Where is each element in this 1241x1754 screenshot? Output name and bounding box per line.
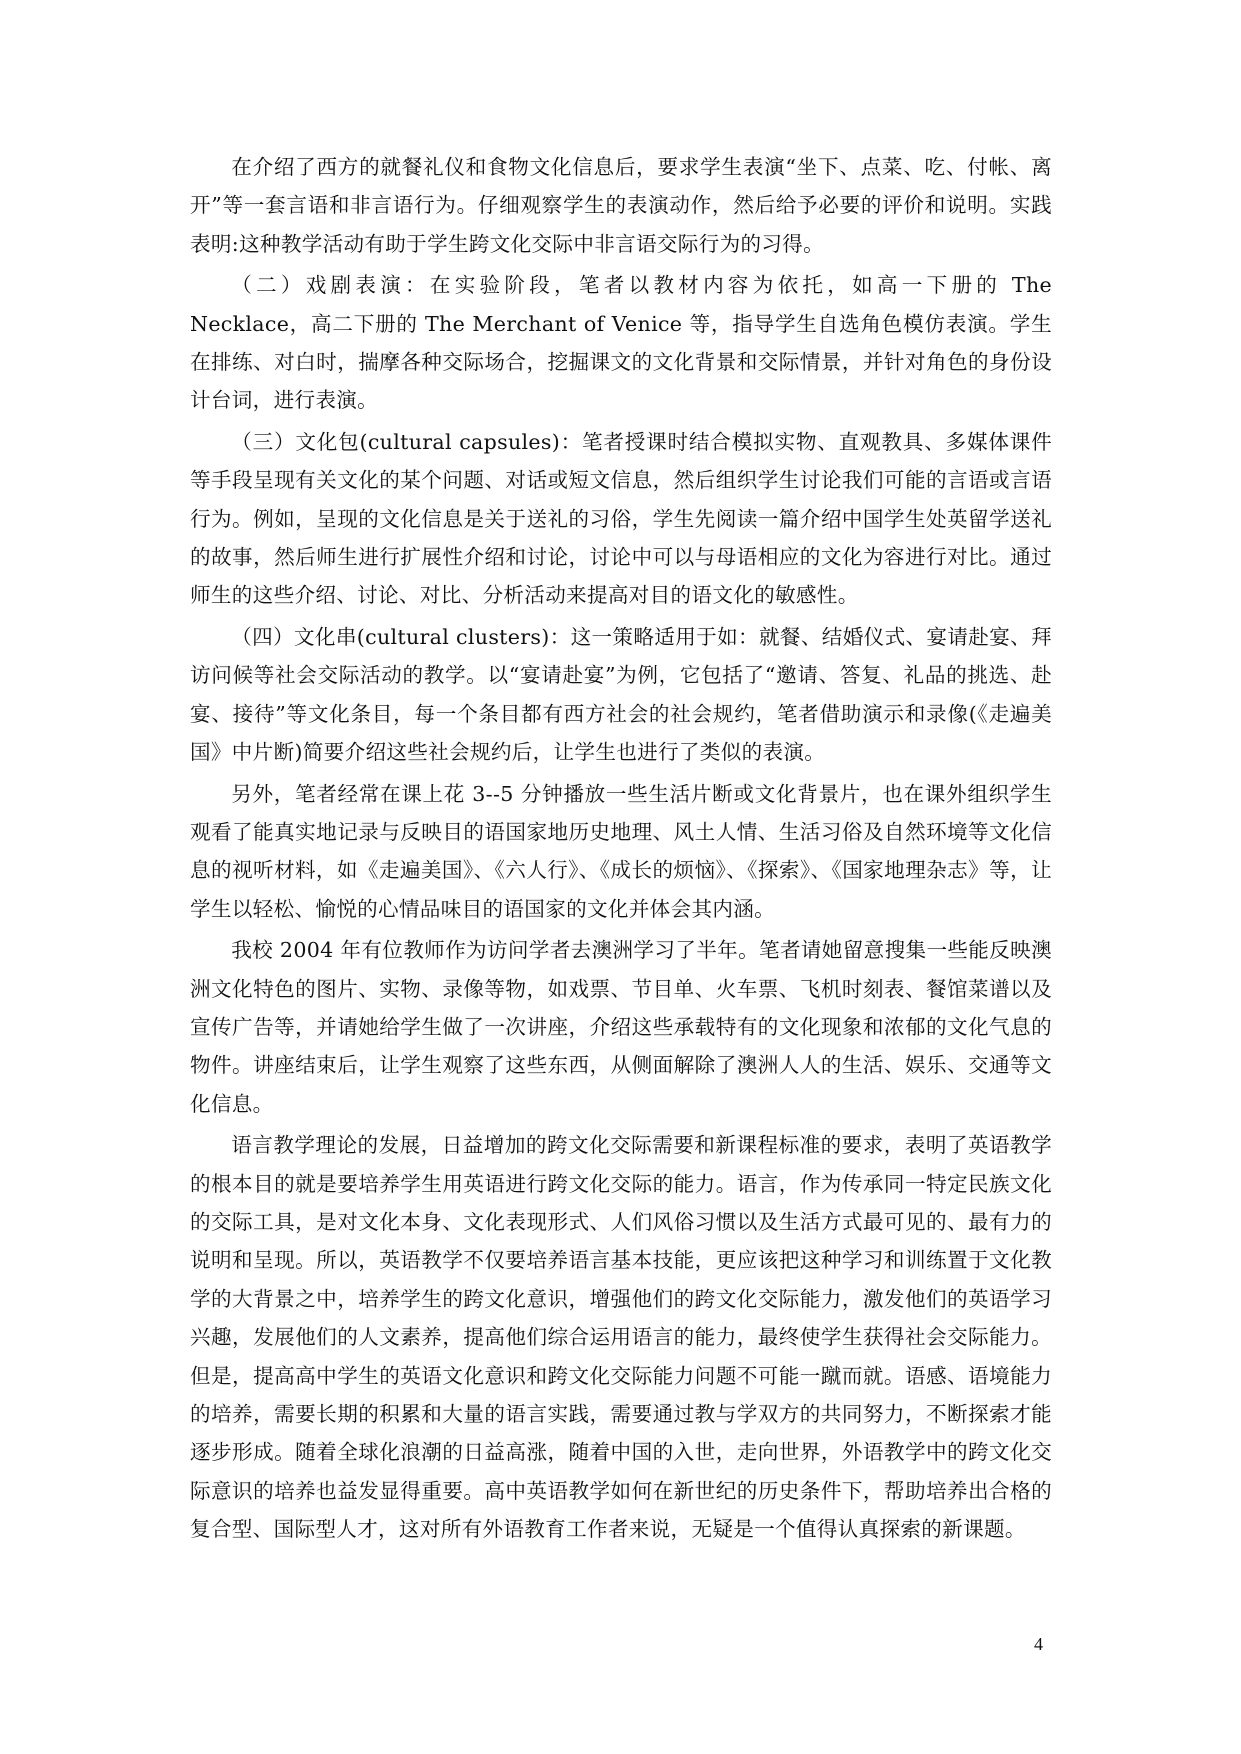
paragraph-dining-performance: 在介绍了西方的就餐礼仪和食物文化信息后，要求学生表演“坐下、点菜、吃、付帐、离开”等一套言语和非言语行为。仔细观察学生的表演动作，然后给予必要的评价和说明。实践表明:这种教学活动有助于学生跨文化交际中非言语交际行为的习得。 — [190, 155, 1052, 256]
paragraph-media-materials: 另外，笔者经常在课上花 3--5 分钟播放一些生活片断或文化背景片，也在课外组织学生观看了能真实地记录与反映目的语国家地历史地理、风土人情、生活习俗及自然环境等文化信息的视听材料，如《走遍美国》、《六人行》、《成长的烦恼》、《探索》、《国家地理杂志》等，让学生以轻松、愉悦的心情品味目的语国家的文化并体会其内涵。 — [190, 781, 1052, 921]
document-body — [190, 148, 1052, 1549]
page-number: 4 — [1034, 1634, 1043, 1654]
paragraph-cultural-clusters: （四）文化串(cultural clusters)：这一策略适用于如：就餐、结婚仪式、宴请赴宴、拜访问候等社会交际活动的教学。以“宴请赴宴”为例，它包括了“邀请、答复、礼品的挑选、赴宴、接待”等文化条目，每一个条目都有西方社会的社会规约，笔者借助演示和录像(《走遍美国》中片断)简要介绍这些社会规约后，让学生也进行了类似的表演。 — [190, 624, 1052, 765]
paragraph-conclusion: 语言教学理论的发展，日益增加的跨文化交际需要和新课程标准的要求，表明了英语教学的根本目的就是要培养学生用英语进行跨文化交际的能力。语言，作为传承同一特定民族文化的交际工具，是对文化本身、文化表现形式、人们风俗习惯以及生活方式最可见的、最有力的说明和呈现。所以，英语教学不仅要培养语言基本技能，更应该把这种学习和训练置于文化教学的大背景之中，培养学生的跨文化意识，增强他们的跨文化交际能力，激发他们的英语学习兴趣，发展他们的人文素养，提高他们综合运用语言的能力，最终使学生获得社会交际能力。但是，提高高中学生的英语文化意识和跨文化交际能力问题不可能一蹴而就。语感、语境能力的培养，需要长期的积累和大量的语言实践，需要通过教与学双方的共同努力，不断探索才能逐步形成。随着全球化浪潮的日益高涨，随着中国的入世，走向世界，外语教学中的跨文化交际意识的培养也益发显得重要。高中英语教学如何在新世纪的历史条件下，帮助培养出合格的复合型、国际型人才，这对所有外语教育工作者来说，无疑是一个值得认真探索的新课题。 — [190, 1133, 1052, 1542]
paragraph-drama-performance: （二）戏剧表演：在实验阶段，笔者以教材内容为依托，如高一下册的 The Necklace，高二下册的 The Merchant of Venice 等，指导学生自选角色模仿表演。学生在排练、对白时，揣摩各种交际场合，挖掘课文的文化背景和交际情景，并针对角色的身份设计台词，进行表演。 — [190, 273, 1052, 413]
paragraph-cultural-capsules: （三）文化包(cultural capsules)：笔者授课时结合模拟实物、直观教具、多媒体课件等手段呈现有关文化的某个问题、对话或短文信息，然后组织学生讨论我们可能的言语或言语行为。例如，呈现的文化信息是关于送礼的习俗，学生先阅读一篇介绍中国学生处英留学送礼的故事，然后师生进行扩展性介绍和讨论，讨论中可以与母语相应的文化为容进行对比。通过师生的这些介绍、讨论、对比、分析活动来提高对目的语文化的敏感性。 — [190, 429, 1052, 608]
paragraph-australia-lecture: 我校 2004 年有位教师作为访问学者去澳洲学习了半年。笔者请她留意搜集一些能反映澳洲文化特色的图片、实物、录像等物，如戏票、节目单、火车票、飞机时刻表、餐馆菜谱以及宣传广告等，并请她给学生做了一次讲座，介绍这些承载特有的文化现象和浓郁的文化气息的物件。讲座结束后，让学生观察了这些东西，从侧面解除了澳洲人人的生活、娱乐、交通等文化信息。 — [190, 938, 1052, 1116]
